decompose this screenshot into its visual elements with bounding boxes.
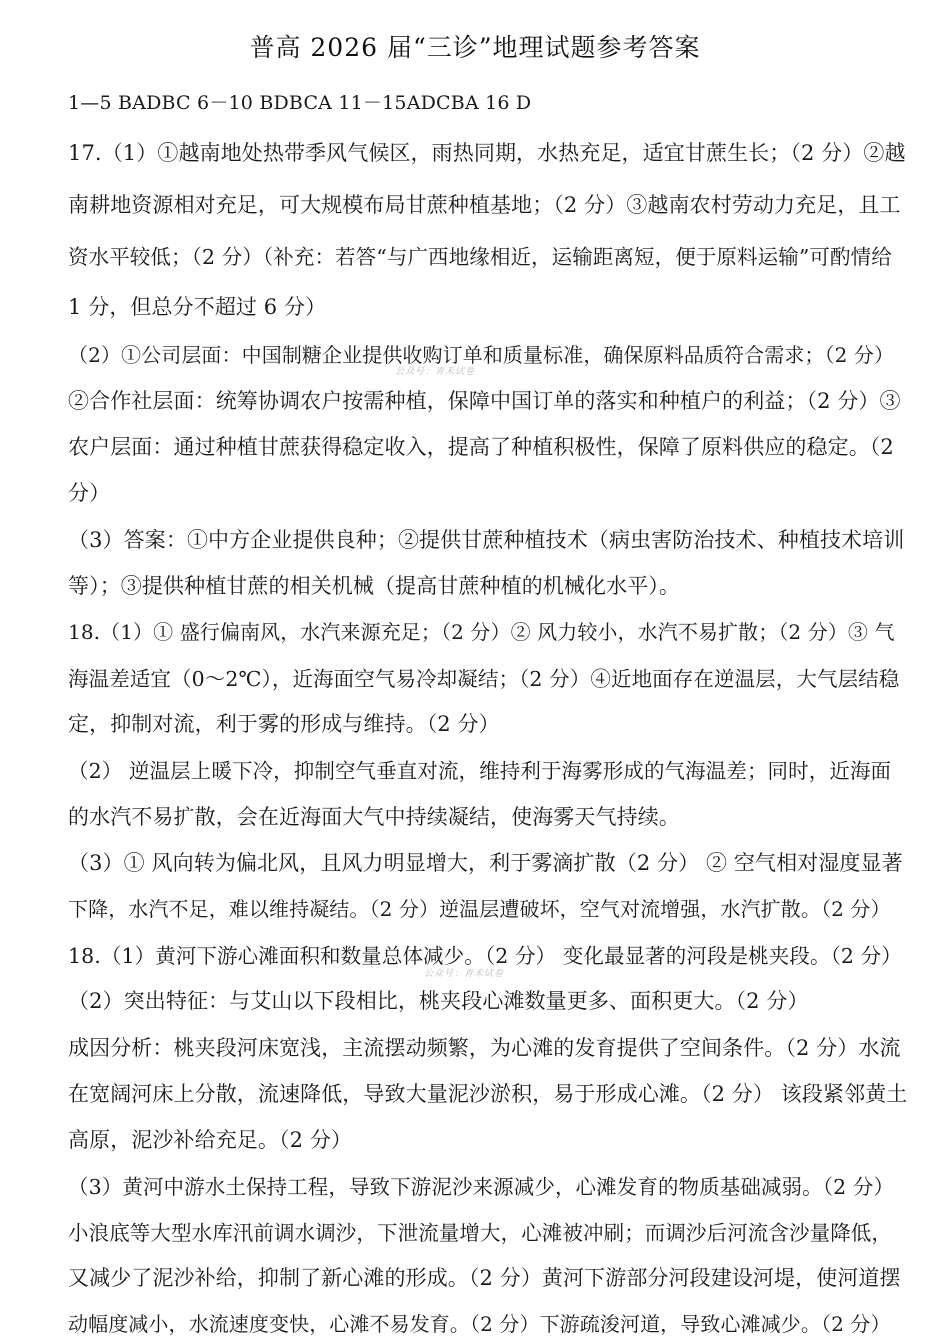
answer-line: 资水平较低；（2 分）（补充：若答“与广西地缘相近，运输距离短，便于原料运输”可酌情给 bbox=[68, 245, 892, 269]
answer-line: （2）①公司层面：中国制糖企业提供收购订单和质量标准，确保原料品质符合需求；（2 分） bbox=[68, 343, 895, 367]
answer-line: 海温差适宜（0～2℃），近海面空气易冷却凝结；（2 分）④近地面存在逆温层，大气层结稳 bbox=[68, 667, 900, 691]
answer-line: （3）黄河中游水土保持工程，导致下游泥沙来源减少，心滩发育的物质基础减弱。（2 分） bbox=[68, 1175, 895, 1199]
answer-line: 下降，水汽不足，难以维持凝结。（2 分）逆温层遭破坏，空气对流增强，水汽扩散。（2 分） bbox=[68, 897, 891, 921]
page-title: 普高 2026 届“三诊”地理试题参考答案 bbox=[249, 33, 701, 62]
answer-line: （2）突出特征：与艾山以下段相比，桃夹段心滩数量更多、面积更大。（2 分） bbox=[68, 989, 809, 1013]
answer-line: 动幅度减小，水流速度变快，心滩不易发育。（2 分）下游疏浚河道，导致心滩减少。（2 分） bbox=[68, 1312, 891, 1336]
answer-line: （3）① 风向转为偏北风，且风力明显增大，利于雾滴扩散（2 分） ② 空气相对湿度显著 bbox=[68, 851, 903, 875]
answer-line: 分） bbox=[68, 481, 111, 505]
answer-line: 18.（1）黄河下游心滩面积和数量总体减少。（2 分） 变化最显著的河段是桃夹段。（2 分） bbox=[68, 944, 902, 968]
answer-line: 在宽阔河床上分散，流速降低，导致大量泥沙淤积，易于形成心滩。（2 分） 该段紧邻黄土 bbox=[68, 1082, 908, 1106]
answer-line: （2） 逆温层上暖下冷，抑制空气垂直对流，维持利于海雾形成的气海温差；同时，近海面 bbox=[68, 759, 892, 783]
answer-line: ②合作社层面：统筹协调农户按需种植，保障中国订单的落实和种植户的利益；（2 分）③ bbox=[68, 389, 901, 413]
answer-line: 农户层面：通过种植甘蔗获得稳定收入，提高了种植积极性，保障了原料供应的稳定。（2 bbox=[68, 435, 894, 459]
answer-line: 18.（1）① 盛行偏南风，水汽来源充足；（2 分）② 风力较小，水汽不易扩散；（2 分）③ 气 bbox=[68, 620, 895, 644]
watermark: 公众号：青禾试卷 bbox=[424, 969, 505, 979]
answer-line: 又减少了泥沙补给，抑制了新心滩的形成。（2 分）黄河下游部分河段建设河堤，使河道摆 bbox=[68, 1266, 901, 1290]
answer-line: 1 分，但总分不超过 6 分） bbox=[68, 295, 327, 319]
answer-line: （3）答案：①中方企业提供良种；②提供甘蔗种植技术（病虫害防治技术、种植技术培训 bbox=[68, 528, 905, 552]
answer-line: 定，抑制对流，利于雾的形成与维持。（2 分） bbox=[68, 712, 500, 736]
watermark: 公众号：青禾试卷 bbox=[395, 367, 476, 377]
multiple-choice-answer-key: 1—5 BADBC 6－10 BDBCA 11－15ADCBA 16 D bbox=[68, 92, 532, 114]
answer-line: 等）；③提供种植甘蔗的相关机械（提高甘蔗种植的机械化水平）。 bbox=[68, 574, 680, 598]
answer-line: 小浪底等大型水库汛前调水调沙，下泄流量增大，心滩被冲刷；而调沙后河流含沙量降低， bbox=[68, 1221, 892, 1245]
answer-line: 高原，泥沙补给充足。（2 分） bbox=[68, 1128, 353, 1152]
answer-line: 成因分析：桃夹段河床宽浅，主流摆动频繁，为心滩的发育提供了空间条件。（2 分）水流 bbox=[68, 1036, 901, 1060]
answer-line: 的水汽不易扩散，会在近海面大气中持续凝结，使海雾天气持续。 bbox=[68, 805, 680, 829]
answer-line: 南耕地资源相对充足，可大规模布局甘蔗种植基地；（2 分）③越南农村劳动力充足，且工 bbox=[68, 193, 901, 217]
answer-line: 17.（1）①越南地处热带季风气候区，雨热同期，水热充足，适宜甘蔗生长；（2 分）②越 bbox=[68, 141, 906, 165]
